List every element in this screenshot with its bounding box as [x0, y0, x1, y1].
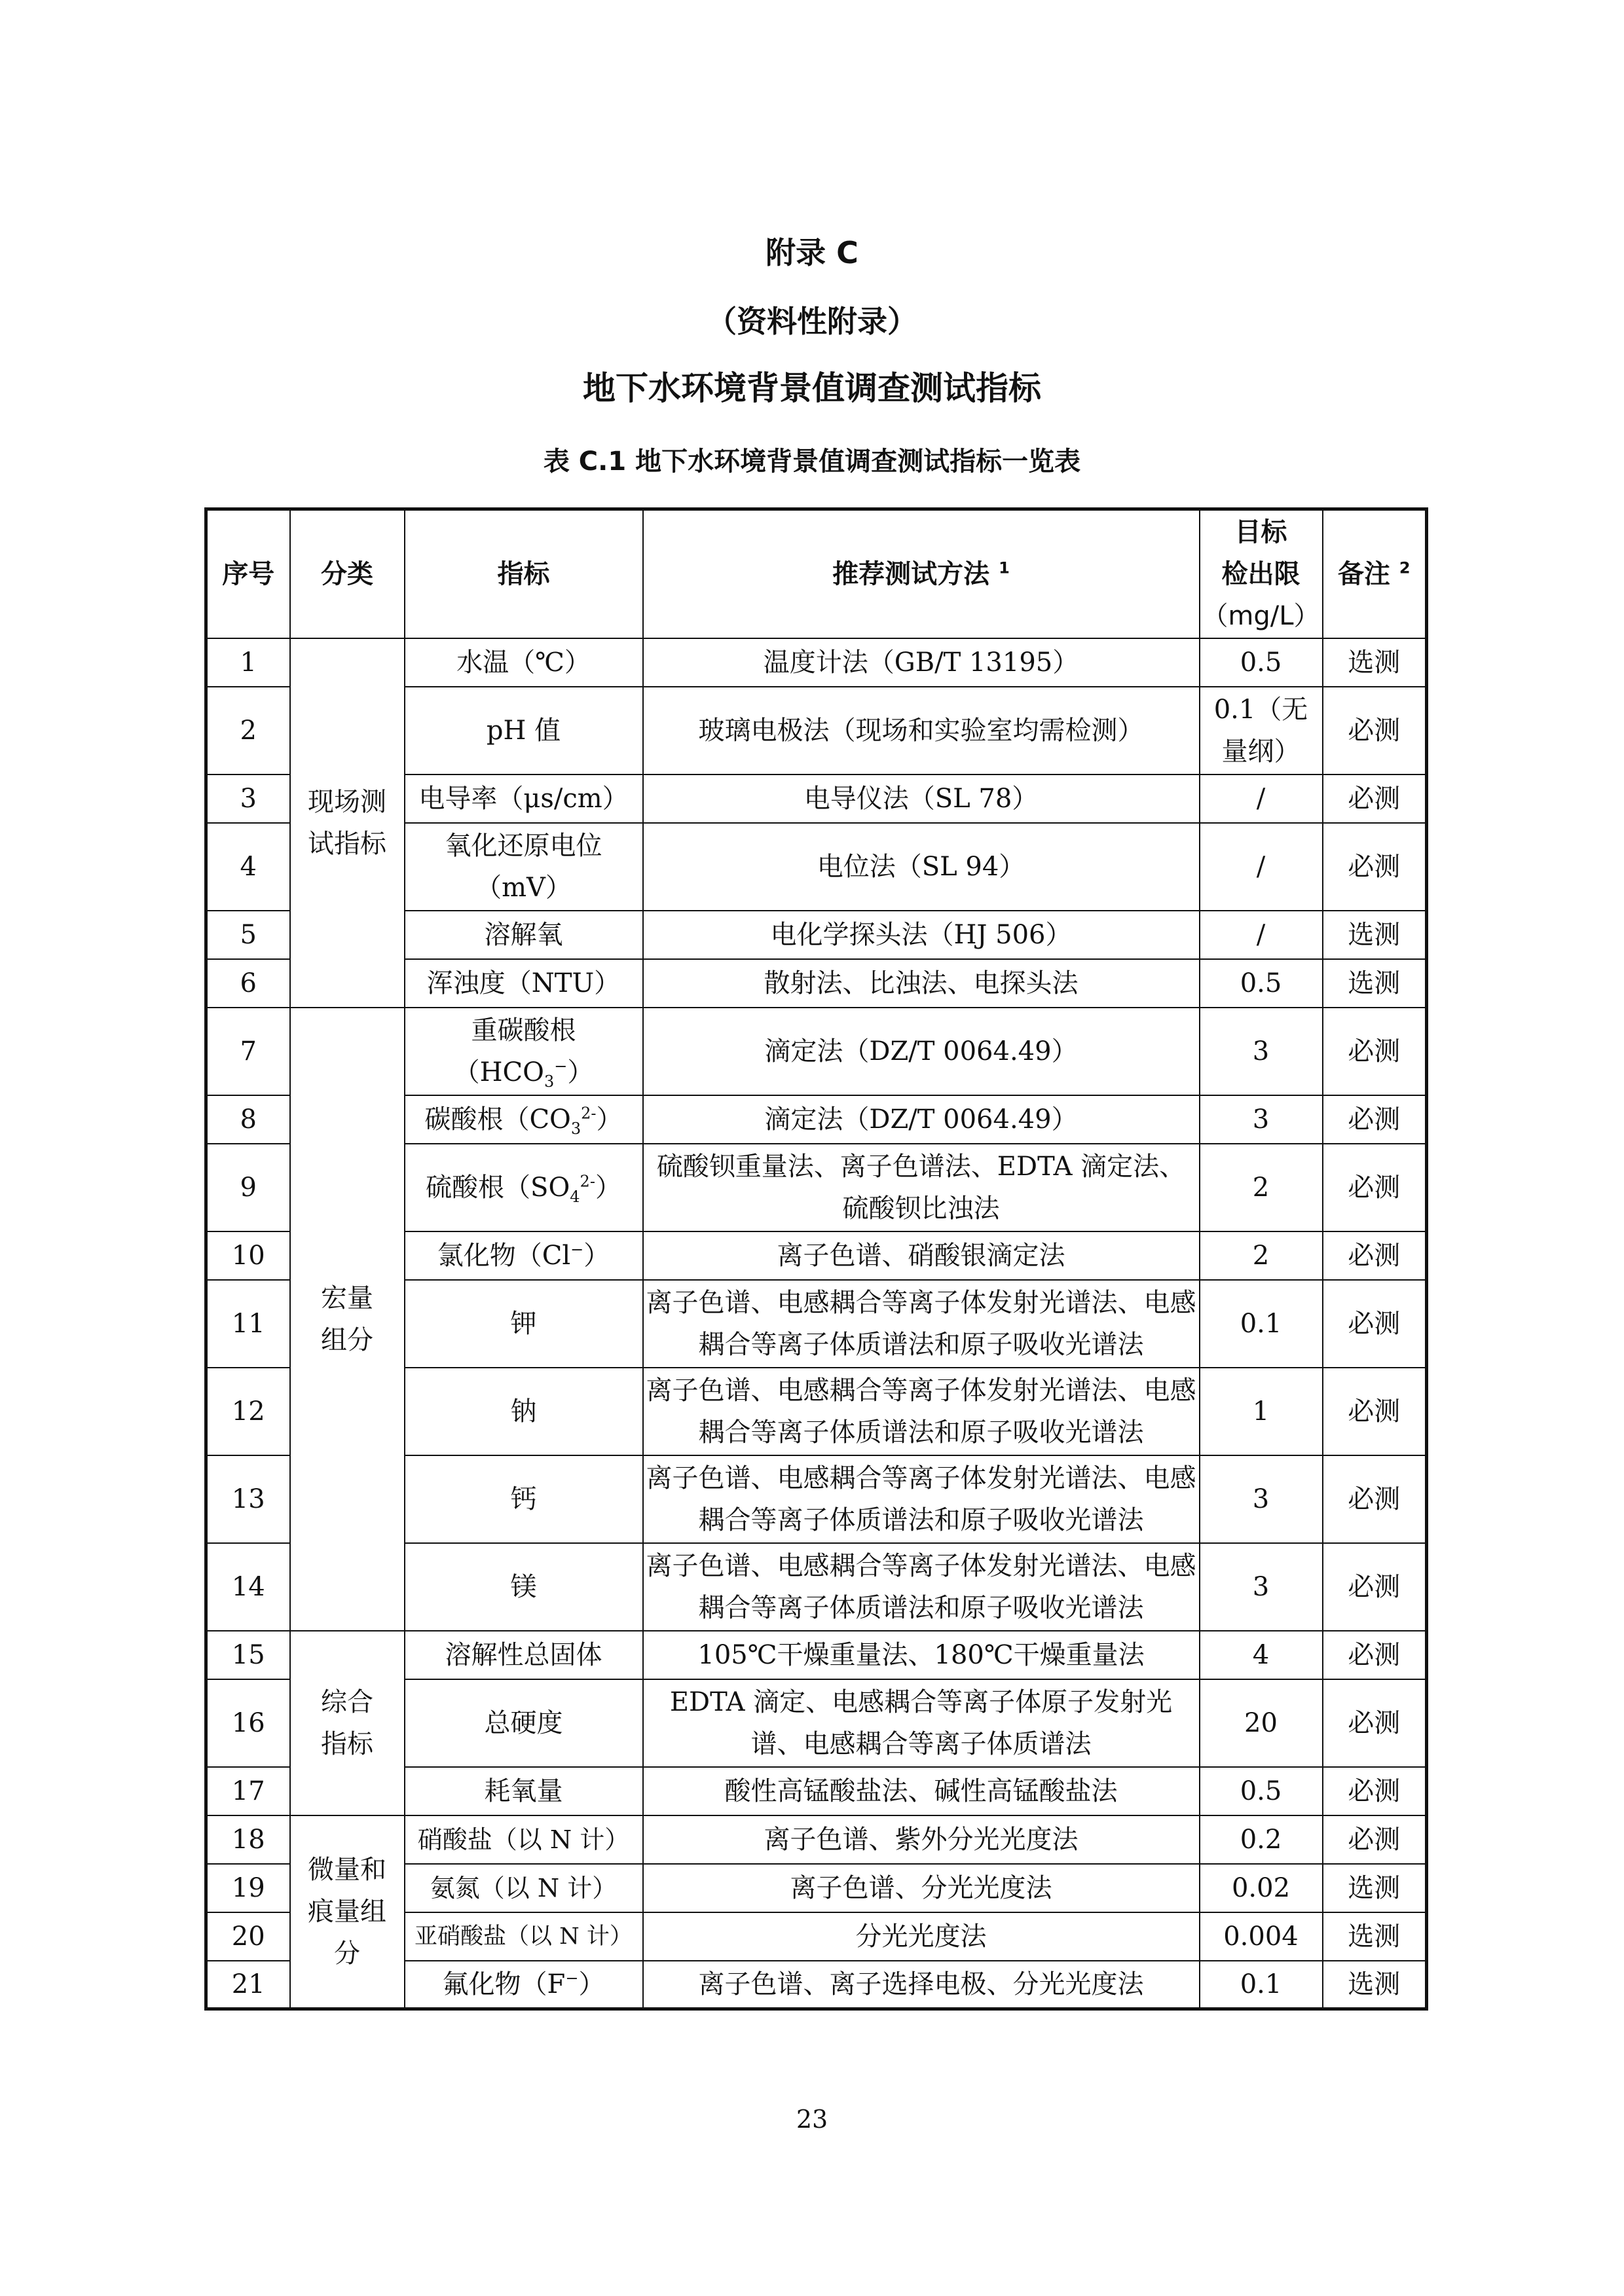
indicator-suffix: ） [583, 1240, 610, 1271]
indicator-formula: 碳酸根（CO [424, 1104, 571, 1135]
col-header-no: 序号 [206, 509, 290, 638]
indicator-formula: 氟化物（F [442, 1969, 566, 1999]
cell-indicator: 溶解氧 [405, 911, 643, 959]
indicator-formula: （HCO [453, 1057, 544, 1087]
indicator-formula: 硫酸根（SO [426, 1172, 570, 1203]
cell-no: 18 [206, 1815, 290, 1864]
cell-indicator: 氨氮（以 N 计） [405, 1864, 643, 1912]
cell-remark: 必测 [1323, 687, 1427, 774]
cell-method: 滴定法（DZ/T 0064.49） [643, 1095, 1200, 1144]
table-caption: 表 C.1 地下水环境背景值调查测试指标一览表 [543, 446, 1081, 477]
col-header-remark-label: 备注 [1337, 558, 1390, 589]
cell-remark: 必测 [1323, 1280, 1427, 1368]
indicator-superscript: − [570, 1240, 584, 1259]
col-header-limit [1200, 509, 1323, 638]
indicator-subscript: 3 [544, 1072, 555, 1091]
indicator-superscript: − [554, 1057, 568, 1076]
cell-limit: 4 [1200, 1631, 1323, 1679]
page-number: 23 [796, 2105, 828, 2134]
col-header-remark [1323, 509, 1427, 638]
cell-remark: 必测 [1323, 1815, 1427, 1864]
cell-method: 电导仪法（SL 78） [643, 774, 1200, 823]
col-header-limit-line2: 检出限 [1221, 558, 1301, 589]
cell-no: 5 [206, 911, 290, 959]
cell-remark: 选测 [1323, 638, 1427, 687]
col-header-indicator: 指标 [405, 509, 643, 638]
cell-no: 19 [206, 1864, 290, 1912]
cell-indicator: 浑浊度（NTU） [405, 959, 643, 1008]
cell-method: 电位法（SL 94） [643, 823, 1200, 911]
cell-no: 13 [206, 1455, 290, 1543]
cell-remark: 必测 [1323, 1679, 1427, 1767]
indicator-formula: 氯化物（Cl [437, 1240, 571, 1271]
cell-limit: 2 [1200, 1144, 1323, 1231]
table-row [206, 1815, 1427, 1864]
cell-indicator: 总硬度 [405, 1679, 643, 1767]
cell-indicator [405, 1231, 643, 1280]
cell-limit: 0.02 [1200, 1864, 1323, 1912]
cell-remark: 选测 [1323, 959, 1427, 1008]
cell-method: 离子色谱、电感耦合等离子体发射光谱法、电感耦合等离子体质谱法和原子吸收光谱法 [643, 1455, 1200, 1543]
cell-indicator: 钾 [405, 1280, 643, 1368]
indicator-subscript: 4 [570, 1187, 580, 1206]
indicator-suffix: ） [595, 1172, 621, 1203]
cell-method: 离子色谱、分光光度法 [643, 1864, 1200, 1912]
cell-limit: 0.5 [1200, 1767, 1323, 1815]
cell-remark: 必测 [1323, 774, 1427, 823]
indicator-superscript: 2- [581, 1104, 597, 1123]
cell-remark: 必测 [1323, 1144, 1427, 1231]
cell-indicator: 钠 [405, 1368, 643, 1455]
cell-indicator [405, 1008, 643, 1095]
cell-method: 105℃干燥重量法、180℃干燥重量法 [643, 1631, 1200, 1679]
indicator-text: 重碳酸根 [471, 1015, 576, 1046]
cell-remark: 必测 [1323, 1368, 1427, 1455]
cell-indicator: 镁 [405, 1543, 643, 1631]
cell-limit: / [1200, 911, 1323, 959]
cell-method: EDTA 滴定、电感耦合等离子体原子发射光谱、电感耦合等离子体质谱法 [643, 1679, 1200, 1767]
cell-indicator: 氧化还原电位（mV） [405, 823, 643, 911]
cell-category: 现场测试指标 [290, 638, 405, 1008]
cell-remark: 选测 [1323, 911, 1427, 959]
cell-remark: 选测 [1323, 1864, 1427, 1912]
cell-remark: 必测 [1323, 1455, 1427, 1543]
cell-no: 2 [206, 687, 290, 774]
cell-remark: 选测 [1323, 1961, 1427, 2009]
cell-method: 分光光度法 [643, 1912, 1200, 1961]
cell-method: 离子色谱、紫外分光光度法 [643, 1815, 1200, 1864]
cell-limit: 3 [1200, 1455, 1323, 1543]
cell-limit: 3 [1200, 1095, 1323, 1144]
cell-limit: / [1200, 774, 1323, 823]
cell-no: 11 [206, 1280, 290, 1368]
cell-method: 散射法、比浊法、电探头法 [643, 959, 1200, 1008]
table-header-row [206, 509, 1427, 638]
cell-no: 20 [206, 1912, 290, 1961]
cell-method: 温度计法（GB/T 13195） [643, 638, 1200, 687]
cell-no: 7 [206, 1008, 290, 1095]
section-title: 地下水环境背景值调查测试指标 [583, 369, 1041, 407]
cell-indicator: 水温（℃） [405, 638, 643, 687]
cell-limit: 0.004 [1200, 1912, 1323, 1961]
footnote-ref-1: 1 [999, 558, 1010, 577]
cell-method: 硫酸钡重量法、离子色谱法、EDTA 滴定法、硫酸钡比浊法 [643, 1144, 1200, 1231]
table-row [206, 1631, 1427, 1679]
cell-no: 8 [206, 1095, 290, 1144]
cell-indicator: 硝酸盐（以 N 计） [405, 1815, 643, 1864]
cell-remark: 必测 [1323, 823, 1427, 911]
cell-method: 滴定法（DZ/T 0064.49） [643, 1008, 1200, 1095]
cell-limit: 3 [1200, 1543, 1323, 1631]
cell-limit: 0.1 [1200, 1961, 1323, 2009]
cell-limit: 0.2 [1200, 1815, 1323, 1864]
cell-category: 综合指标 [290, 1631, 405, 1815]
cell-limit: 1 [1200, 1368, 1323, 1455]
cell-no: 10 [206, 1231, 290, 1280]
cell-indicator: 钙 [405, 1455, 643, 1543]
indicator-suffix: ） [596, 1104, 623, 1135]
cell-no: 14 [206, 1543, 290, 1631]
cell-category: 宏量组分 [290, 1008, 405, 1631]
cell-method: 离子色谱、电感耦合等离子体发射光谱法、电感耦合等离子体质谱法和原子吸收光谱法 [643, 1543, 1200, 1631]
cell-method: 离子色谱、电感耦合等离子体发射光谱法、电感耦合等离子体质谱法和原子吸收光谱法 [643, 1368, 1200, 1455]
cell-no: 17 [206, 1767, 290, 1815]
indicator-suffix: ） [567, 1057, 594, 1087]
table-row [206, 638, 1427, 687]
appendix-title: 附录 C [766, 235, 858, 270]
col-header-category: 分类 [290, 509, 405, 638]
cell-category: 微量和痕量组分 [290, 1815, 405, 2009]
indicator-superscript: − [565, 1969, 579, 1988]
cell-no: 21 [206, 1961, 290, 2009]
col-header-method-label: 推荐测试方法 [832, 558, 990, 589]
footnote-ref-2: 2 [1399, 558, 1411, 577]
indicator-suffix: ） [578, 1969, 605, 1999]
cell-indicator: pH 值 [405, 687, 643, 774]
indicator-subscript: 3 [570, 1119, 581, 1138]
cell-indicator: 溶解性总固体 [405, 1631, 643, 1679]
cell-indicator: 亚硝酸盐（以 N 计） [405, 1912, 643, 1961]
cell-limit: 0.1（无量纲） [1200, 687, 1323, 774]
cell-method: 酸性高锰酸盐法、碱性高锰酸盐法 [643, 1767, 1200, 1815]
cell-limit: 0.5 [1200, 959, 1323, 1008]
col-header-method [643, 509, 1200, 638]
col-header-limit-line3: （mg/L） [1202, 600, 1320, 631]
cell-remark: 必测 [1323, 1631, 1427, 1679]
indicator-superscript: 2- [580, 1172, 595, 1191]
cell-no: 4 [206, 823, 290, 911]
cell-remark: 必测 [1323, 1767, 1427, 1815]
cell-limit: 0.1 [1200, 1280, 1323, 1368]
cell-no: 1 [206, 638, 290, 687]
cell-no: 16 [206, 1679, 290, 1767]
cell-no: 15 [206, 1631, 290, 1679]
cell-method: 离子色谱、电感耦合等离子体发射光谱法、电感耦合等离子体质谱法和原子吸收光谱法 [643, 1280, 1200, 1368]
table-row [206, 1008, 1427, 1095]
cell-indicator: 电导率（μs/cm） [405, 774, 643, 823]
cell-remark: 必测 [1323, 1008, 1427, 1095]
cell-no: 9 [206, 1144, 290, 1231]
cell-no: 3 [206, 774, 290, 823]
cell-method: 离子色谱、离子选择电极、分光光度法 [643, 1961, 1200, 2009]
cell-remark: 选测 [1323, 1912, 1427, 1961]
cell-no: 6 [206, 959, 290, 1008]
cell-indicator: 耗氧量 [405, 1767, 643, 1815]
cell-method: 离子色谱、硝酸银滴定法 [643, 1231, 1200, 1280]
appendix-type: （资料性附录） [707, 304, 917, 339]
cell-indicator [405, 1961, 643, 2009]
cell-method: 电化学探头法（HJ 506） [643, 911, 1200, 959]
cell-limit: / [1200, 823, 1323, 911]
cell-limit: 0.5 [1200, 638, 1323, 687]
indicator-table [204, 507, 1428, 2011]
cell-indicator [405, 1095, 643, 1144]
cell-no: 12 [206, 1368, 290, 1455]
cell-limit: 2 [1200, 1231, 1323, 1280]
cell-method: 玻璃电极法（现场和实验室均需检测） [643, 687, 1200, 774]
cell-indicator [405, 1144, 643, 1231]
cell-remark: 必测 [1323, 1543, 1427, 1631]
cell-limit: 3 [1200, 1008, 1323, 1095]
cell-limit: 20 [1200, 1679, 1323, 1767]
col-header-limit-line1: 目标 [1234, 517, 1287, 547]
cell-remark: 必测 [1323, 1231, 1427, 1280]
cell-remark: 必测 [1323, 1095, 1427, 1144]
